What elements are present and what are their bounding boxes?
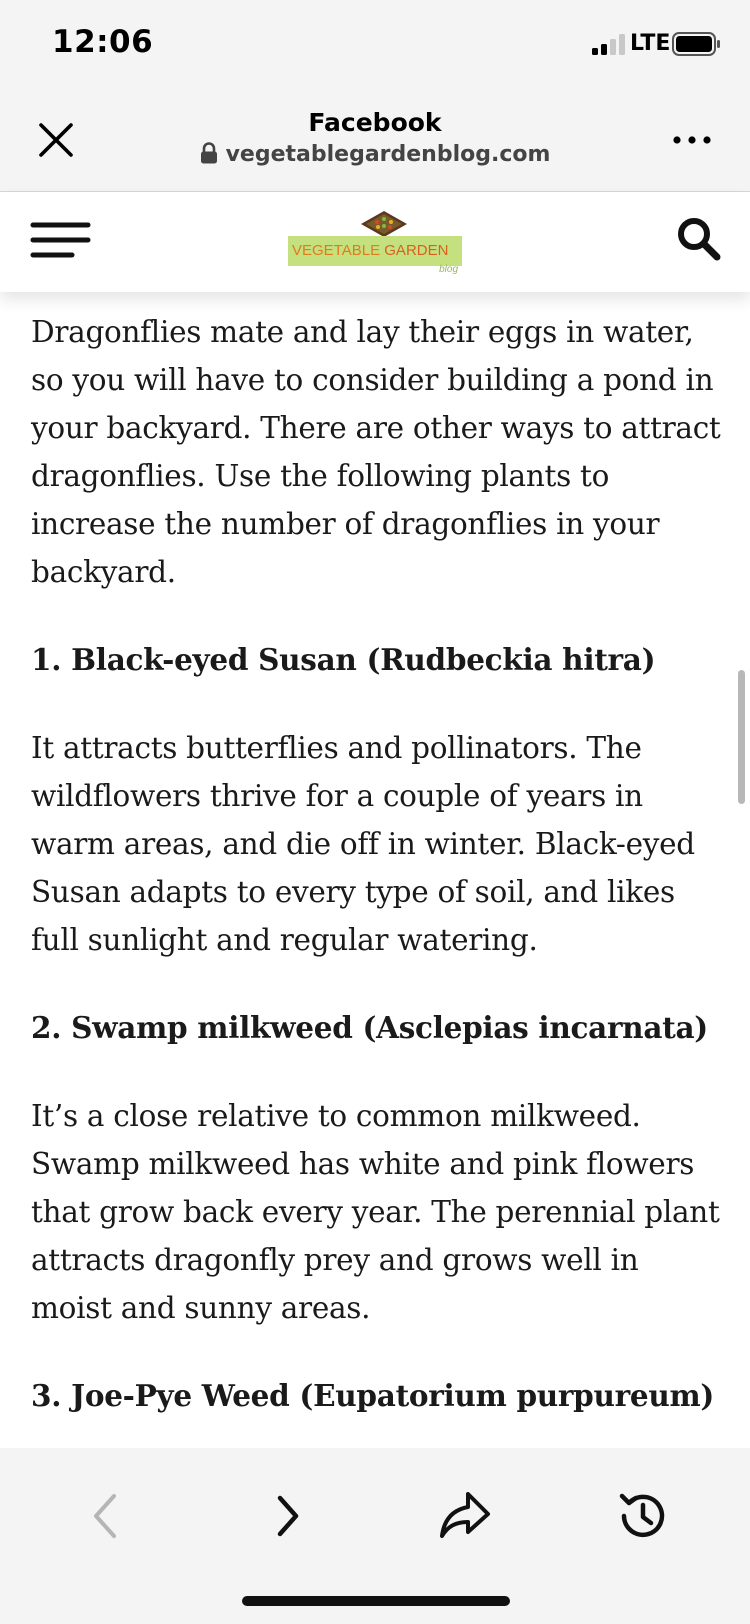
bottom-toolbar: [0, 1448, 750, 1624]
lock-icon: [200, 142, 218, 164]
browser-url-row[interactable]: [0, 142, 750, 167]
browser-url: vegetablegardenblog.com: [225, 142, 551, 167]
section-body: It’s a close relative to common milkweed. Swamp milkweed has white and pink flowers that grow back every year. The perennial plant attracts dragonfly prey and grows well in moist and sunny areas.: [31, 1099, 720, 1325]
article-intro: Dragonflies mate and lay their eggs in water, so you will have to consider building a pond in your backyard. There are other ways to attract dragonflies. Use the following plants to increase the number of dragonflies in your backyard.: [31, 315, 721, 589]
network-label: LTE: [630, 31, 671, 56]
share-icon[interactable]: [434, 1486, 494, 1546]
back-icon[interactable]: [76, 1486, 136, 1546]
scroll-indicator[interactable]: [738, 670, 745, 804]
article-body: [31, 308, 721, 1548]
home-indicator[interactable]: [242, 1596, 510, 1606]
logo-sub: blog: [439, 264, 458, 275]
section-heading: 1. Black-eyed Susan (Rudbeckia hitra): [31, 642, 656, 677]
history-icon[interactable]: [612, 1486, 672, 1546]
logo-word-vegetable: VEGETABLE: [292, 242, 381, 259]
battery-icon: [672, 32, 722, 56]
menu-icon[interactable]: [30, 220, 92, 262]
status-bar: [0, 0, 750, 90]
browser-title: Facebook: [308, 108, 442, 137]
site-header: [0, 192, 750, 292]
logo-text: [288, 236, 462, 266]
status-time: 12:06: [52, 24, 154, 60]
section-body: It attracts butterflies and pollinators. The wildflowers thrive for a couple of years in warm areas, and die off in winter. Black-eyed Susan adapts to every type of soil, and likes full sunlight and regular watering.: [31, 731, 695, 957]
logo-word-garden: GARDEN: [384, 242, 449, 259]
search-icon[interactable]: [676, 216, 722, 262]
section-heading: 3. Joe-Pye Weed (Eupatorium purpureum): [31, 1378, 715, 1413]
section-heading: 2. Swamp milkweed (Asclepias incarnata): [31, 1010, 708, 1045]
signal-icon: [592, 33, 626, 55]
browser-header: [0, 90, 750, 192]
article-content: [0, 292, 750, 1448]
forward-icon[interactable]: [258, 1486, 318, 1546]
more-icon[interactable]: [672, 130, 712, 150]
site-logo[interactable]: [288, 210, 462, 274]
